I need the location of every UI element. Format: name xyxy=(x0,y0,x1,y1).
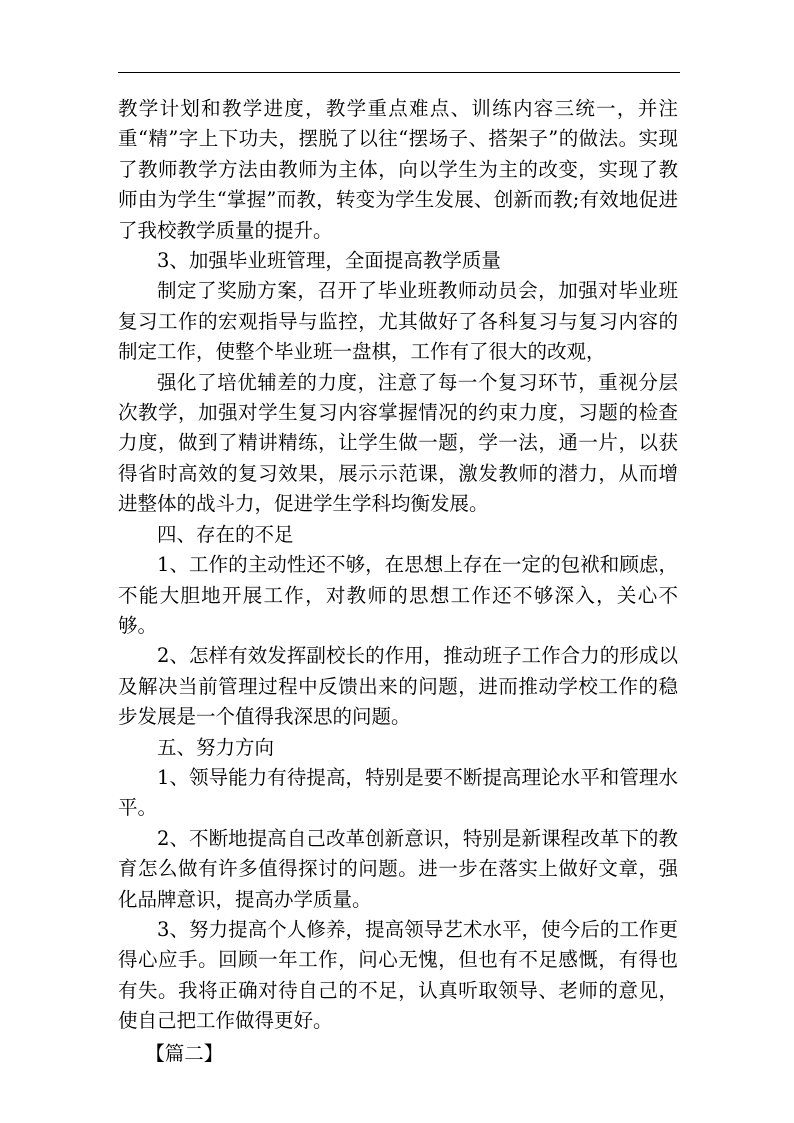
paragraph-shortcoming-1: 1、工作的主动性还不够，在思想上存在一定的包袱和顾虑，不能大胆地开展工作，对教师的思想工作还不够深入，关心不够。 xyxy=(118,553,678,637)
heading-direction: 五、努力方向 xyxy=(157,735,275,759)
heading-shortcomings: 四、存在的不足 xyxy=(157,522,294,546)
header-rule xyxy=(118,72,680,73)
paragraph-shortcoming-2: 2、怎样有效发挥副校长的作用，推动班子工作合力的形成以及解决当前管理过程中反馈出来的问题，进而推动学校工作的稳步发展是一个值得我深思的问题。 xyxy=(118,644,678,729)
paragraph-tutoring: 强化了培优辅差的力度，注意了每一个复习环节，重视分层次教学，加强对学生复习内容掌握情况的约束力度，习题的检查力度，做到了精讲精练，让学生做一题，学一法，通一片，以获得省时高效的复习效果，展示示范课，激发教师的潜力，从而增进整体的战斗力，促进学生学科均衡发展。 xyxy=(118,370,678,516)
paragraph-direction-1: 1、领导能力有待提高，特别是要不断提高理论水平和管理水平。 xyxy=(118,765,678,820)
paragraph-direction-2: 2、不断地提高自己改革创新意识，特别是新课程改革下的教育怎么做有许多值得探讨的问题。进一步在落实上做好文章，强化品牌意识，提高办学质量。 xyxy=(118,826,678,911)
document-body xyxy=(118,94,678,1069)
paragraph-reward-plan: 制定了奖励方案，召开了毕业班教师动员会，加强对毕业班复习工作的宏观指导与监控，尤其做好了各科复习与复习内容的制定工作，使整个毕业班一盘棋，工作有了很大的改观， xyxy=(118,279,678,364)
section-title-part-two: 【篇二】 xyxy=(145,1041,224,1065)
paragraph-direction-3: 3、努力提高个人修养，提高领导艺术水平，使今后的工作更得心应手。回顾一年工作，问心无愧，但也有不足感慨，有得也有失。我将正确对待自己的不足，认真听取领导、老师的意见，使自己把工作做得更好。 xyxy=(118,917,678,1033)
paragraph-teaching-plan: 教学计划和教学进度，教学重点难点、训练内容三统一，并注重“精”字上下功夫，摆脱了以往“摆场子、搭架子”的做法。实现了教师教学方法由教师为主体，向以学生为主的改变，实现了教师由为学生“掌握”而教，转变为学生发展、创新而教;有效地促进了我校教学质量的提升。 xyxy=(118,97,678,242)
heading-graduating-class: 3、加强毕业班管理，全面提高教学质量 xyxy=(157,249,501,273)
